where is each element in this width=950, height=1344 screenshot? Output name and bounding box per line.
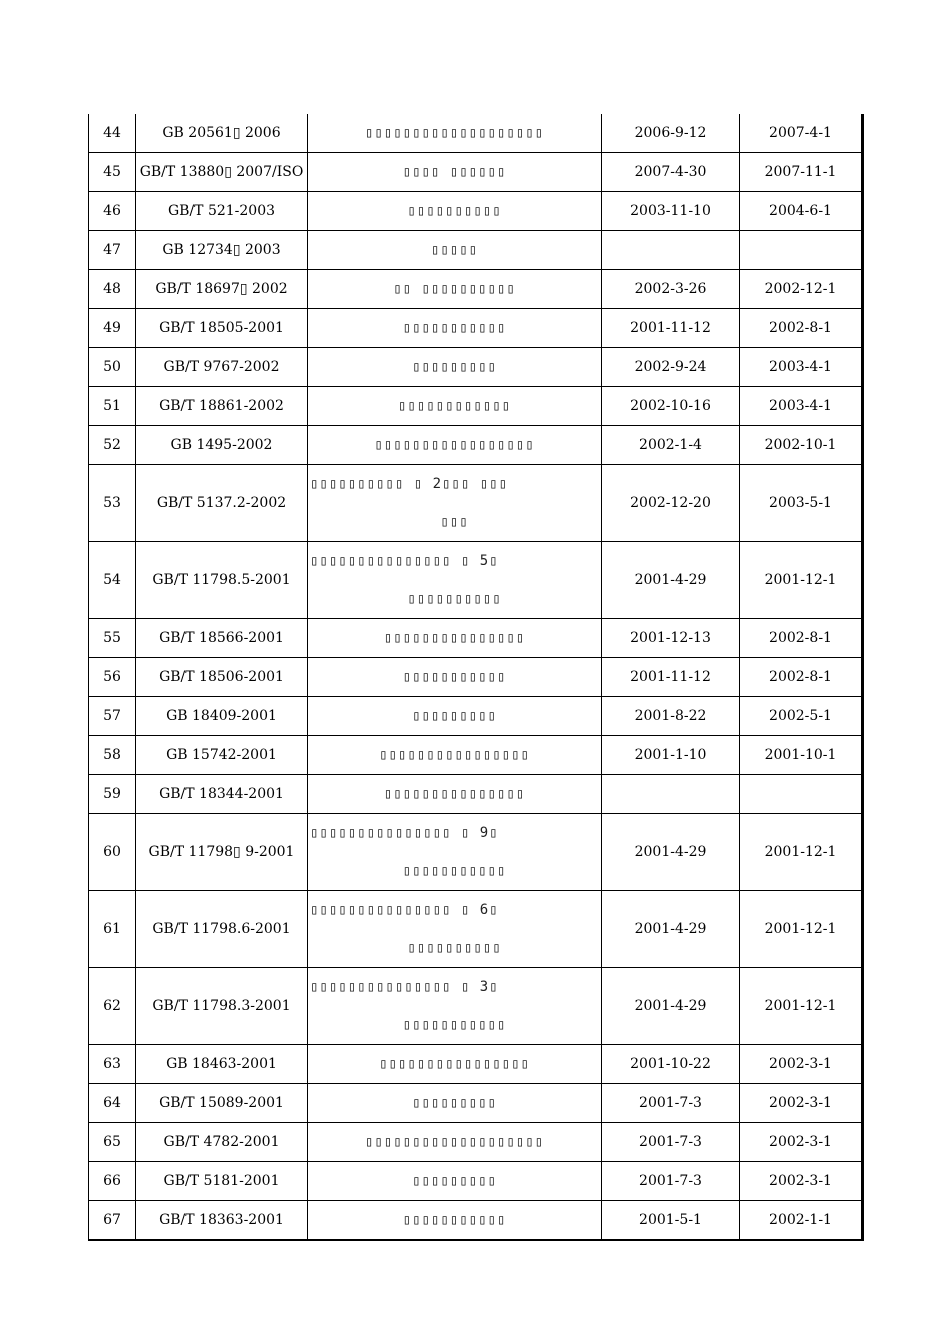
standard-name-line: ▯▯▯▯▯▯▯▯▯▯▯ — [402, 863, 507, 879]
issue-date: 2002-9-24 — [602, 348, 740, 387]
issue-date: 2001-4-29 — [602, 968, 740, 1045]
effective-date: 2007-11-1 — [740, 153, 863, 192]
standard-name — [308, 270, 602, 309]
table-row — [89, 192, 863, 231]
issue-date: 2001-1-10 — [602, 736, 740, 775]
row-number: 58 — [89, 736, 136, 775]
row-number: 44 — [89, 114, 136, 153]
standard-name-line: ▯▯▯▯▯▯▯▯▯▯ — [407, 940, 502, 956]
standard-name — [308, 891, 602, 968]
standard-code: GB 15742-2001 — [136, 736, 308, 775]
standard-name — [308, 1084, 602, 1123]
standard-name-line: ▯▯▯▯▯▯▯▯▯▯▯▯▯▯▯▯▯▯▯ — [364, 1134, 545, 1150]
table-row — [89, 1045, 863, 1084]
standard-name — [308, 697, 602, 736]
table-row — [89, 465, 863, 542]
standard-code: GB/T 521-2003 — [136, 192, 308, 231]
standard-code: GB/T 5181-2001 — [136, 1162, 308, 1201]
standard-code: GB/T 15089-2001 — [136, 1084, 308, 1123]
standard-name — [308, 348, 602, 387]
row-number: 51 — [89, 387, 136, 426]
standard-name-line: ▯▯▯▯ ▯▯▯▯▯▯ — [402, 164, 507, 180]
issue-date: 2007-4-30 — [602, 153, 740, 192]
issue-date — [602, 775, 740, 814]
effective-date: 2002-3-1 — [740, 1123, 863, 1162]
standard-name-line: ▯▯▯▯▯ — [430, 242, 479, 258]
row-number: 52 — [89, 426, 136, 465]
table-row — [89, 309, 863, 348]
standard-name — [308, 968, 602, 1045]
table-row — [89, 814, 863, 891]
standard-name-line: ▯▯▯▯▯▯▯▯▯▯▯▯▯▯▯ ▯ 5▯ — [310, 553, 499, 569]
issue-date: 2001-4-29 — [602, 814, 740, 891]
table-row — [89, 542, 863, 619]
row-number: 60 — [89, 814, 136, 891]
table-row — [89, 891, 863, 968]
effective-date: 2001-12-1 — [740, 814, 863, 891]
standard-name-line: ▯▯▯▯▯▯▯▯▯ — [412, 1173, 497, 1189]
row-number: 66 — [89, 1162, 136, 1201]
standard-code: GB/T 5137.2-2002 — [136, 465, 308, 542]
standard-name — [308, 1201, 602, 1241]
table-row — [89, 775, 863, 814]
table-row — [89, 1123, 863, 1162]
standard-name-line: ▯▯▯▯▯▯▯▯▯▯▯▯▯▯▯▯ — [379, 1056, 530, 1072]
effective-date: 2002-3-1 — [740, 1045, 863, 1084]
issue-date: 2001-11-12 — [602, 309, 740, 348]
standards-table — [88, 114, 864, 1241]
standard-name — [308, 1123, 602, 1162]
row-number: 54 — [89, 542, 136, 619]
standard-code: GB/T 18363-2001 — [136, 1201, 308, 1241]
effective-date: 2001-10-1 — [740, 736, 863, 775]
effective-date — [740, 231, 863, 270]
row-number: 45 — [89, 153, 136, 192]
standard-name-line: ▯▯▯▯▯▯▯▯▯▯▯▯▯▯▯ ▯ 3▯ — [310, 979, 499, 995]
row-number: 57 — [89, 697, 136, 736]
table-row — [89, 114, 863, 153]
issue-date: 2002-1-4 — [602, 426, 740, 465]
table-row — [89, 153, 863, 192]
standard-name-line: ▯▯▯▯▯▯▯▯▯▯ — [407, 203, 502, 219]
standards-table-body — [89, 114, 863, 1240]
effective-date: 2002-3-1 — [740, 1084, 863, 1123]
standard-name — [308, 814, 602, 891]
table-row — [89, 1162, 863, 1201]
table-row — [89, 348, 863, 387]
table-row — [89, 231, 863, 270]
standard-name — [308, 1045, 602, 1084]
row-number: 50 — [89, 348, 136, 387]
issue-date: 2001-4-29 — [602, 542, 740, 619]
standard-name — [308, 309, 602, 348]
table-row — [89, 697, 863, 736]
row-number: 47 — [89, 231, 136, 270]
standard-name-line: ▯▯▯▯▯▯▯▯▯▯▯▯▯▯▯▯▯▯▯ — [364, 125, 545, 141]
standard-code: GB/T 18861-2002 — [136, 387, 308, 426]
standard-name — [308, 619, 602, 658]
standard-name — [308, 426, 602, 465]
row-number: 46 — [89, 192, 136, 231]
table-row — [89, 1201, 863, 1241]
standard-code: GB 18409-2001 — [136, 697, 308, 736]
issue-date: 2002-10-16 — [602, 387, 740, 426]
row-number: 64 — [89, 1084, 136, 1123]
table-row — [89, 1084, 863, 1123]
table-row — [89, 387, 863, 426]
standard-code: GB 12734▯ 2003 — [136, 231, 308, 270]
standard-name-line: ▯▯▯▯▯▯▯▯▯ — [412, 708, 497, 724]
standard-name-line: ▯▯▯▯▯▯▯▯▯▯ ▯ 2▯▯▯ ▯▯▯ — [310, 476, 509, 492]
standard-name — [308, 387, 602, 426]
effective-date: 2002-10-1 — [740, 426, 863, 465]
effective-date — [740, 775, 863, 814]
effective-date: 2004-6-1 — [740, 192, 863, 231]
row-number: 65 — [89, 1123, 136, 1162]
standard-name — [308, 465, 602, 542]
issue-date: 2001-7-3 — [602, 1162, 740, 1201]
standard-name-line: ▯▯▯▯▯▯▯▯▯▯▯▯ — [397, 398, 512, 414]
standard-name — [308, 192, 602, 231]
issue-date: 2001-5-1 — [602, 1201, 740, 1241]
standard-name-line: ▯▯▯▯▯▯▯▯▯▯▯▯▯▯▯ ▯ 9▯ — [310, 825, 499, 841]
table-row — [89, 619, 863, 658]
standard-code: GB 20561▯ 2006 — [136, 114, 308, 153]
standard-code: GB/T 11798.5-2001 — [136, 542, 308, 619]
row-number: 67 — [89, 1201, 136, 1241]
issue-date: 2001-4-29 — [602, 891, 740, 968]
table-row — [89, 736, 863, 775]
issue-date: 2001-8-22 — [602, 697, 740, 736]
effective-date: 2002-3-1 — [740, 1162, 863, 1201]
effective-date: 2002-12-1 — [740, 270, 863, 309]
standard-code: GB/T 4782-2001 — [136, 1123, 308, 1162]
issue-date: 2001-12-13 — [602, 619, 740, 658]
table-row — [89, 658, 863, 697]
issue-date: 2001-7-3 — [602, 1084, 740, 1123]
effective-date: 2002-8-1 — [740, 309, 863, 348]
standard-name-line: ▯▯ ▯▯▯▯▯▯▯▯▯▯ — [393, 281, 516, 297]
standard-name-line: ▯▯▯▯▯▯▯▯▯ — [412, 359, 497, 375]
effective-date: 2003-4-1 — [740, 387, 863, 426]
standard-name — [308, 736, 602, 775]
standard-name-line: ▯▯▯▯▯▯▯▯▯ — [412, 1095, 497, 1111]
table-row — [89, 270, 863, 309]
standard-code: GB 18463-2001 — [136, 1045, 308, 1084]
standard-name — [308, 542, 602, 619]
row-number: 62 — [89, 968, 136, 1045]
table-row — [89, 426, 863, 465]
row-number: 55 — [89, 619, 136, 658]
standard-name-line: ▯▯▯▯▯▯▯▯▯▯▯ — [402, 320, 507, 336]
standard-code: GB 1495-2002 — [136, 426, 308, 465]
issue-date: 2003-11-10 — [602, 192, 740, 231]
effective-date: 2002-8-1 — [740, 619, 863, 658]
standard-name-line: ▯▯▯▯▯▯▯▯▯▯▯▯▯▯▯▯▯ — [374, 437, 535, 453]
standard-code: GB/T 18505-2001 — [136, 309, 308, 348]
row-number: 59 — [89, 775, 136, 814]
effective-date: 2003-4-1 — [740, 348, 863, 387]
standard-code: GB/T 11798.6-2001 — [136, 891, 308, 968]
standard-name — [308, 658, 602, 697]
standard-name-line: ▯▯▯▯▯▯▯▯▯▯▯ — [402, 669, 507, 685]
standard-code: GB/T 18506-2001 — [136, 658, 308, 697]
standard-name-line: ▯▯▯▯▯▯▯▯▯▯▯▯▯▯▯ — [383, 630, 526, 646]
effective-date: 2007-4-1 — [740, 114, 863, 153]
standard-name-line: ▯▯▯▯▯▯▯▯▯▯▯ — [402, 1017, 507, 1033]
standard-code: GB/T 18566-2001 — [136, 619, 308, 658]
issue-date: 2001-7-3 — [602, 1123, 740, 1162]
issue-date — [602, 231, 740, 270]
effective-date: 2002-8-1 — [740, 658, 863, 697]
standard-name — [308, 153, 602, 192]
table-row — [89, 968, 863, 1045]
standard-code: GB/T 18697▯ 2002 — [136, 270, 308, 309]
standard-name — [308, 1162, 602, 1201]
standard-name-line: ▯▯▯▯▯▯▯▯▯▯ — [407, 591, 502, 607]
row-number: 53 — [89, 465, 136, 542]
row-number: 63 — [89, 1045, 136, 1084]
standard-name — [308, 114, 602, 153]
effective-date: 2002-5-1 — [740, 697, 863, 736]
standard-code: GB/T 11798.3-2001 — [136, 968, 308, 1045]
effective-date: 2001-12-1 — [740, 968, 863, 1045]
row-number: 49 — [89, 309, 136, 348]
row-number: 61 — [89, 891, 136, 968]
standard-name-line: ▯▯▯▯▯▯▯▯▯▯▯▯▯▯▯ — [383, 786, 526, 802]
issue-date: 2002-12-20 — [602, 465, 740, 542]
effective-date: 2001-12-1 — [740, 542, 863, 619]
issue-date: 2006-9-12 — [602, 114, 740, 153]
effective-date: 2003-5-1 — [740, 465, 863, 542]
standard-code: GB/T 18344-2001 — [136, 775, 308, 814]
effective-date: 2001-12-1 — [740, 891, 863, 968]
standard-name-line: ▯▯▯ — [440, 514, 469, 530]
effective-date: 2002-1-1 — [740, 1201, 863, 1241]
issue-date: 2001-10-22 — [602, 1045, 740, 1084]
issue-date: 2002-3-26 — [602, 270, 740, 309]
standard-code: GB/T 9767-2002 — [136, 348, 308, 387]
standard-name — [308, 231, 602, 270]
standard-code: GB/T 13880▯ 2007/ISO — [136, 153, 308, 192]
issue-date: 2001-11-12 — [602, 658, 740, 697]
standard-name-line: ▯▯▯▯▯▯▯▯▯▯▯▯▯▯▯ ▯ 6▯ — [310, 902, 499, 918]
row-number: 48 — [89, 270, 136, 309]
standard-name — [308, 775, 602, 814]
standard-name-line: ▯▯▯▯▯▯▯▯▯▯▯▯▯▯▯▯ — [379, 747, 530, 763]
row-number: 56 — [89, 658, 136, 697]
standard-code: GB/T 11798▯ 9-2001 — [136, 814, 308, 891]
standard-name-line: ▯▯▯▯▯▯▯▯▯▯▯ — [402, 1212, 507, 1228]
